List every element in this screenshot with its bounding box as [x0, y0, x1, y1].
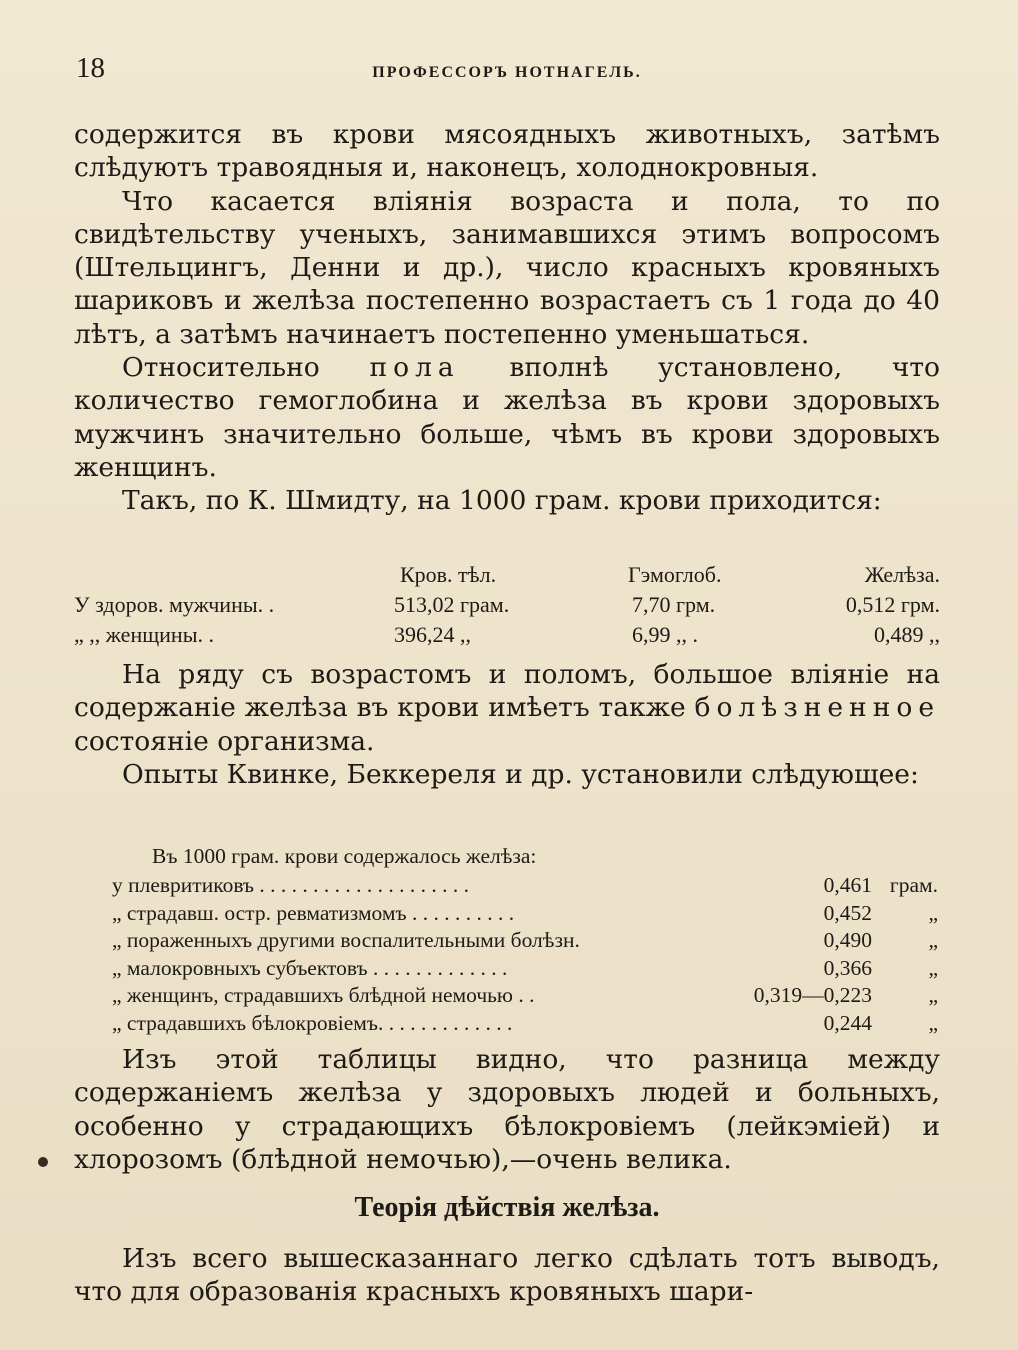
- iron-content-table: [112, 844, 938, 1037]
- table-cell-value: 0,461: [823, 873, 872, 898]
- table-cell: 7,70 грм.: [632, 592, 716, 617]
- page-number: 18: [76, 52, 105, 84]
- paragraph-disease-spaced: болѣзненное: [694, 692, 940, 724]
- paragraph-disease: [74, 658, 940, 758]
- table-cell-unit: „: [928, 1010, 938, 1035]
- table-cell-unit: грам.: [889, 873, 938, 898]
- table-cell: 6,99 ,, .: [632, 622, 698, 647]
- paragraph-experiments: Опыты Квинке, Беккереля и др. установили слѣдующее:: [122, 758, 919, 790]
- table-row: [74, 590, 940, 620]
- table-cell-unit: „: [928, 983, 938, 1008]
- table-cell-label: у плевритиковъ . . . . . . . . . . . . . . . . . . . .: [112, 873, 470, 898]
- paragraph-disease-start: На ряду съ возрастомъ и поломъ, большое вліяніе на содержаніе желѣза въ крови имѣетъ также: [74, 659, 940, 724]
- table-row: [74, 620, 940, 650]
- page-header: [76, 52, 938, 92]
- table-row: [112, 982, 938, 1010]
- running-head: ПРОФЕССОРЪ НОТНАГЕЛЬ.: [372, 64, 642, 81]
- blood-composition-table: [74, 560, 940, 650]
- table-row: [112, 900, 938, 928]
- table-cell-label: „ пораженныхъ другими воспалительными болѣзн.: [112, 928, 580, 953]
- table-cell-value: 0,319—0,223: [753, 983, 872, 1008]
- text-block-middle: [74, 658, 940, 791]
- table-cell-value: 0,490: [823, 928, 872, 953]
- text-block-lower: [74, 1043, 940, 1176]
- paragraph-theory: Изъ всего вышесказаннаго легко сдѣлать тотъ выводъ, что для образованія красныхъ кровяныхъ шари-: [74, 1243, 940, 1308]
- table-cell-label: „ страдавшихъ бѣлокровіемъ. . . . . . . . . . . . .: [112, 1010, 513, 1035]
- table-row: [112, 927, 938, 955]
- table-cell-unit: „: [928, 928, 938, 953]
- paragraph-sex: [74, 351, 940, 484]
- table-cell-value: 0,244: [823, 1010, 872, 1035]
- table-header-cell: Кров. тѣл.: [400, 562, 497, 587]
- table-header-cell: Желѣза.: [864, 562, 940, 587]
- table-cell-label: „ малокровныхъ субъектовъ . . . . . . . . . . . . .: [112, 955, 508, 980]
- paragraph-conclusion: Изъ этой таблицы видно, что разница между содержаніемъ желѣза у здоровыхъ людей и больныхъ, особенно у страдающихъ бѣлокровіемъ (лейкэміей) и хлорозомъ (блѣдной немочью),—очень велика.: [74, 1044, 940, 1175]
- table-header-row: [74, 560, 940, 590]
- table-cell: 0,489 ,,: [874, 622, 940, 647]
- ink-blot: [38, 1157, 48, 1167]
- table-cell-label: „ страдавш. остр. ревматизмомъ . . . . . . . . . .: [112, 900, 515, 925]
- paragraph-sex-start: Относительно: [122, 352, 370, 384]
- table-cell: „ ,, женщины. .: [74, 622, 214, 647]
- paragraph-continuation: содержится въ крови мясоядныхъ животныхъ, затѣмъ слѣдуютъ травоядныя и, наконецъ, холоднокровныя.: [74, 119, 940, 184]
- table-cell-unit: „: [928, 955, 938, 980]
- table-row: [112, 872, 938, 900]
- table-row: [112, 1010, 938, 1038]
- table-cell-value: 0,366: [823, 955, 872, 980]
- paragraph-schmidt: Такъ, по К. Шмидту, на 1000 грам. крови приходится:: [122, 485, 882, 517]
- paragraph-disease-end: состояніе организма.: [74, 725, 375, 757]
- text-block-upper: [74, 118, 940, 518]
- table-cell-value: 0,452: [823, 900, 872, 925]
- table-caption: Въ 1000 грам. крови содержалось желѣза:: [152, 844, 537, 868]
- table-row: [112, 955, 938, 983]
- text-block-bottom: [74, 1242, 940, 1309]
- table-cell: 396,24 ,,: [394, 622, 471, 647]
- table-cell: У здоров. мужчины. .: [74, 592, 275, 617]
- section-heading: Теорія дѣйствія желѣза.: [354, 1192, 660, 1223]
- paragraph-age-sex: Что касается вліянія возраста и пола, то по свидѣтельству ученыхъ, занимавшихся этимъ вопросомъ (Штельцингъ, Денни и др.), число красныхъ кровяныхъ шариковъ и желѣза постепенно возрастаетъ съ 1 года до 40 лѣтъ, а затѣмъ начинаетъ постепенно уменьшаться.: [74, 185, 940, 350]
- table-cell: 0,512 грм.: [845, 592, 940, 617]
- table-cell-label: „ женщинъ, страдавшихъ блѣдной немочью . .: [112, 983, 535, 1008]
- paragraph-sex-end: вполнѣ установлено, что количество гемоглобина и желѣза въ крови здоровыхъ мужчинъ значительно больше, чѣмъ въ крови здоровыхъ женщинъ.: [74, 352, 940, 483]
- table-header-cell: [74, 560, 394, 590]
- table-header-cell: Гэмоглоб.: [628, 562, 722, 587]
- table-cell: 513,02 грам.: [394, 592, 510, 617]
- paragraph-sex-spaced: пола: [369, 352, 460, 384]
- table-cell-unit: „: [928, 900, 938, 925]
